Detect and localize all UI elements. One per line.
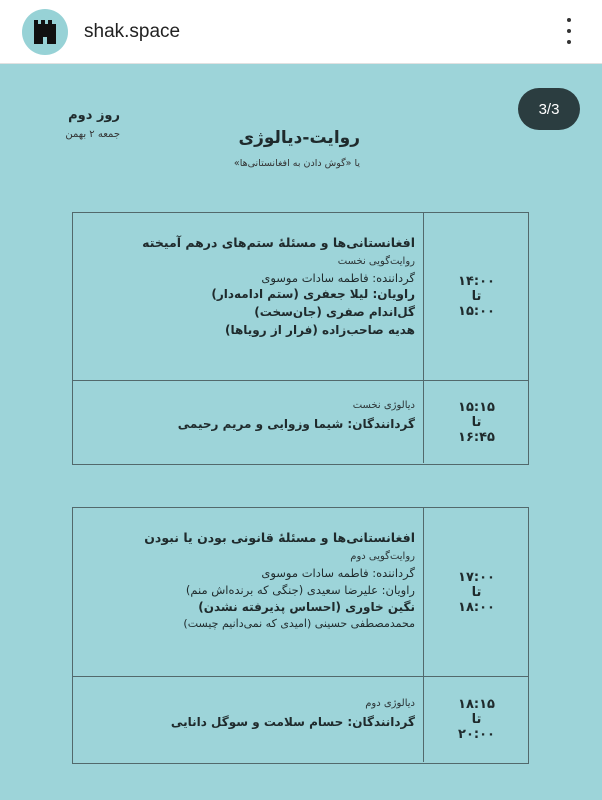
- session-kind: دیالوژی دوم: [365, 698, 415, 709]
- session-narrator: راویان: علیرضا سعیدی (جنگی که برنده‌اش منم): [185, 583, 415, 597]
- session-moderator: گرداننده: فاطمه سادات موسوی: [261, 271, 415, 285]
- column-divider: [423, 677, 424, 762]
- column-divider: [423, 213, 424, 380]
- time-end: ۲۰:۰۰: [458, 727, 495, 742]
- table-row: [73, 508, 528, 676]
- page-title: روایت-دیالوژی: [238, 128, 360, 148]
- session-narrator: گل‌اندام صفری (جان‌سخت): [254, 305, 415, 319]
- table-row: [73, 380, 528, 463]
- session-kind: روایت‌گویی دوم: [350, 551, 415, 562]
- session-details: [79, 213, 415, 380]
- account-name[interactable]: shak.space: [84, 20, 181, 42]
- more-vertical-icon[interactable]: [564, 14, 574, 48]
- session-title: افغانستانی‌ها و مسئلهٔ قانونی بودن یا نبودن: [144, 530, 415, 545]
- session-kind: دیالوژی نخست: [352, 400, 415, 411]
- time-start: ۱۸:۱۵: [458, 697, 495, 712]
- day-block: [30, 108, 120, 140]
- time-to: تا: [471, 414, 482, 430]
- session-kind: روایت‌گویی نخست: [337, 256, 415, 267]
- session-moderator: گرداننده: فاطمه سادات موسوی: [261, 566, 415, 580]
- session-narrator: راویان: لیلا جعفری (ستم ادامه‌دار): [211, 287, 415, 301]
- time-start: ۱۵:۱۵: [458, 399, 495, 415]
- session-time: [425, 213, 528, 380]
- session-details: [79, 677, 415, 762]
- schedule-table-2: [72, 507, 529, 764]
- session-title: افغانستانی‌ها و مسئلهٔ ستم‌های درهم آمیخته: [142, 235, 415, 250]
- time-end: ۱۵:۰۰: [458, 304, 495, 319]
- schedule-table-1: [72, 212, 529, 465]
- session-time: [425, 677, 528, 762]
- session-time: [425, 381, 528, 463]
- session-details: [79, 508, 415, 676]
- column-divider: [423, 381, 424, 463]
- post-header: [0, 0, 602, 64]
- time-end: ۱۶:۴۵: [458, 429, 495, 445]
- page-subtitle: یا «گوش دادن به افغانستانی‌ها»: [233, 158, 360, 169]
- session-narrator: محمدمصطفی حسینی (امیدی که نمی‌دانیم چیست): [183, 617, 415, 630]
- session-narrator: نگین خاوری (احساس پذیرفته نشدن): [198, 600, 415, 614]
- column-divider: [423, 508, 424, 676]
- session-moderators: گردانندگان: حسام سلامت و سوگل دانایی: [170, 715, 415, 729]
- time-end: ۱۸:۰۰: [458, 599, 495, 615]
- session-details: [79, 381, 415, 463]
- time-to: تا: [471, 712, 482, 727]
- castle-logo-icon: [32, 18, 58, 46]
- time-start: ۱۷:۰۰: [458, 569, 495, 585]
- table-row: [73, 213, 528, 380]
- time-start: ۱۴:۰۰: [458, 274, 495, 289]
- session-time: [425, 508, 528, 676]
- day-label: روز دوم: [68, 108, 120, 123]
- session-moderators: گردانندگان: شیما وزوایی و مریم رحیمی: [177, 417, 415, 431]
- avatar[interactable]: [22, 9, 68, 55]
- slide-pager-badge: 3/3: [518, 88, 580, 130]
- day-date: جمعه ۲ بهمن: [65, 129, 120, 140]
- time-to: تا: [471, 289, 482, 304]
- table-row: [73, 676, 528, 762]
- time-to: تا: [471, 584, 482, 600]
- session-narrator: هدیه صاحب‌زاده (فرار از رویاها): [224, 323, 415, 337]
